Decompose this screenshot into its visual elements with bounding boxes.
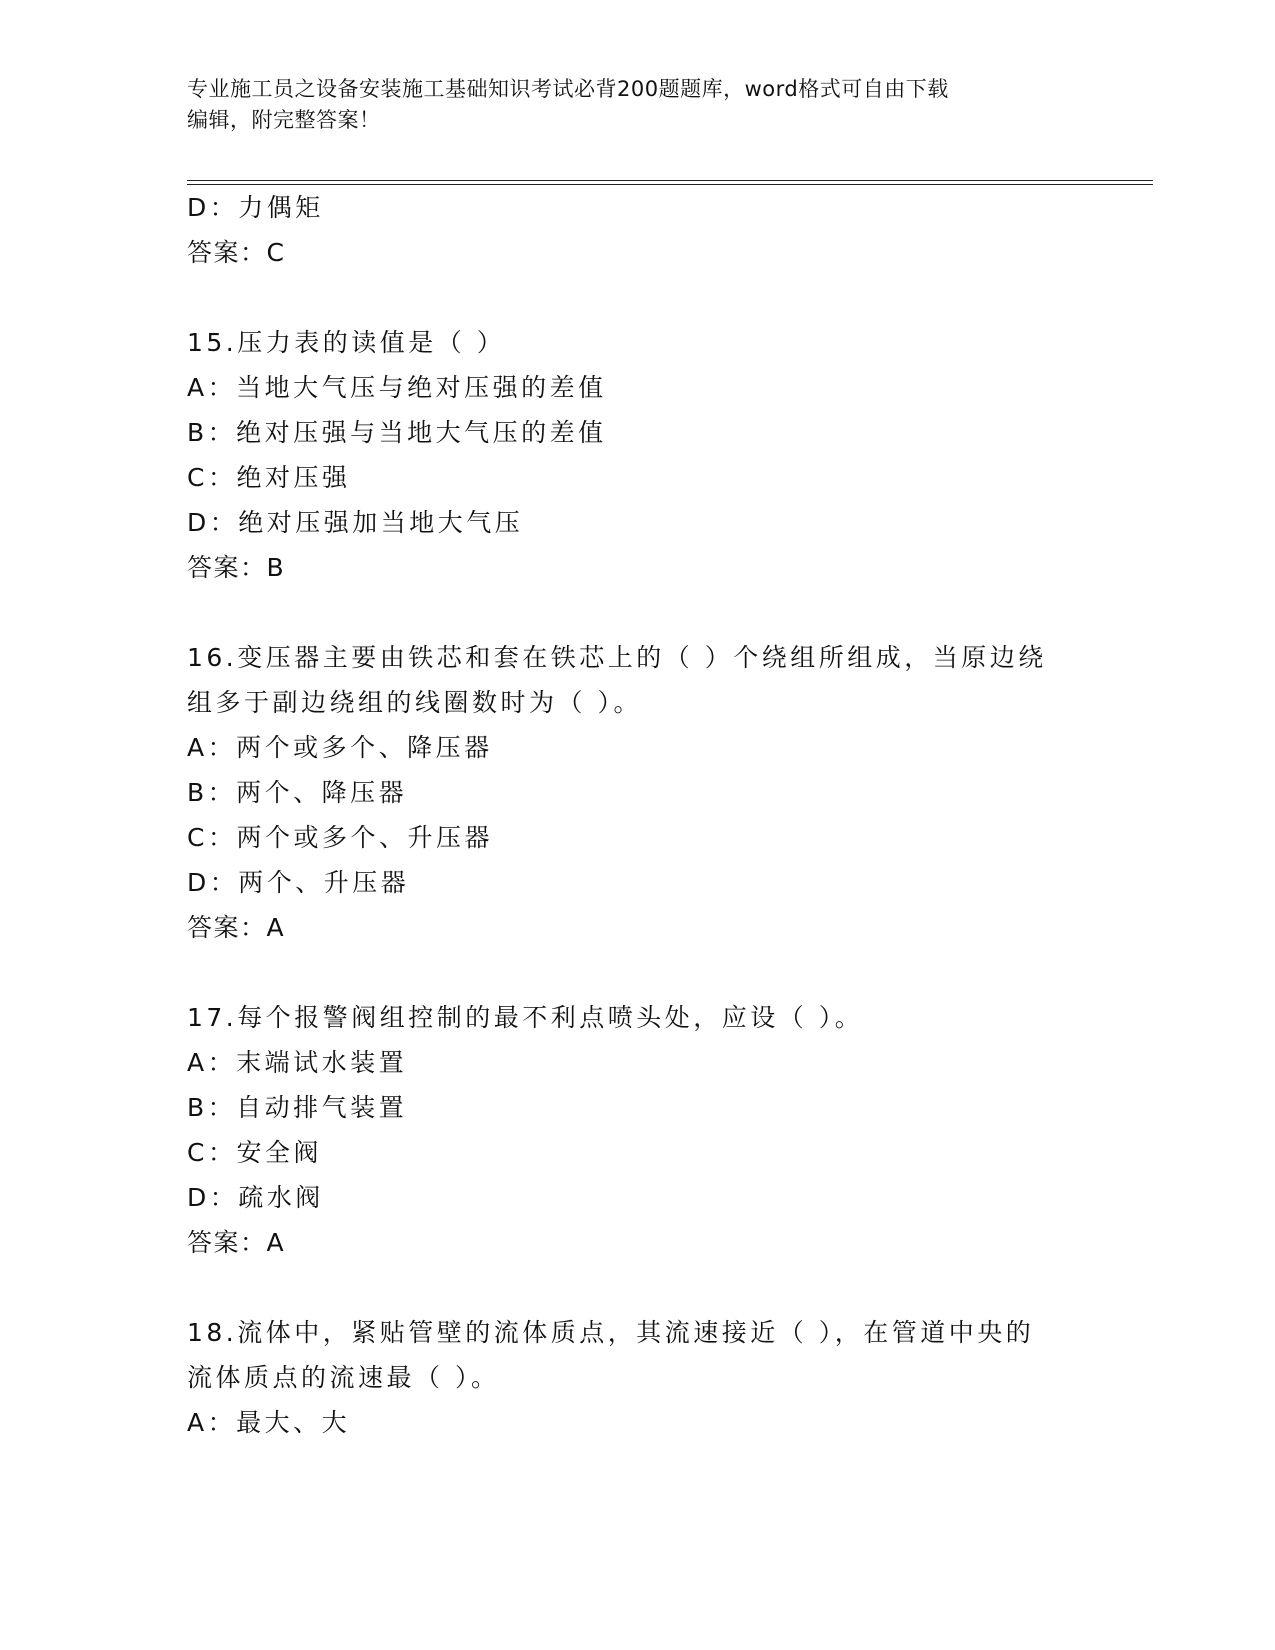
q15-answer: 答案：B [187, 553, 286, 582]
q16-answer: 答案：A [187, 913, 286, 942]
q16-option-d: D：两个、升压器 [187, 868, 410, 897]
q15-question: 15.压力表的读值是（ ） [187, 328, 506, 357]
q15-option-c: C：绝对压强 [187, 463, 351, 492]
header-divider-bottom [187, 184, 1153, 185]
q16-option-b: B：两个、降压器 [187, 778, 408, 807]
q17-option-a: A：末端试水装置 [187, 1048, 408, 1077]
q17-option-b: B：自动排气装置 [187, 1093, 408, 1122]
q17-question: 17.每个报警阀组控制的最不利点喷头处，应设（ ）。 [187, 1003, 864, 1032]
q18-question-line-1: 18.流体中，紧贴管壁的流体质点，其流速接近（ ），在管道中央的 [187, 1318, 1035, 1347]
header-line-1: 专业施工员之设备安装施工基础知识考试必背200题题库，word格式可自由下载 [187, 77, 949, 101]
header-divider-top [187, 180, 1153, 181]
q15-option-b: B：绝对压强与当地大气压的差值 [187, 418, 607, 447]
q15-option-a: A：当地大气压与绝对压强的差值 [187, 373, 607, 402]
q15-option-d: D：绝对压强加当地大气压 [187, 508, 524, 537]
q17-option-c: C：安全阀 [187, 1138, 322, 1167]
header-line-2: 编辑，附完整答案！ [187, 108, 381, 132]
q17-answer: 答案：A [187, 1228, 286, 1257]
q18-question-line-2: 流体质点的流速最（ ）。 [187, 1363, 500, 1392]
q16-question-line-2: 组多于副边绕组的线圈数时为（ ）。 [187, 688, 642, 717]
q17-option-d: D：疏水阀 [187, 1183, 324, 1212]
q14-option-d: D：力偶矩 [187, 193, 324, 222]
q16-question-line-1: 16.变压器主要由铁芯和套在铁芯上的（ ）个绕组所组成，当原边绕 [187, 643, 1047, 672]
document-header [187, 74, 1087, 136]
q16-option-c: C：两个或多个、升压器 [187, 823, 493, 852]
q18-option-a: A：最大、大 [187, 1408, 351, 1437]
q16-option-a: A：两个或多个、降压器 [187, 733, 493, 762]
q14-answer: 答案：C [187, 238, 286, 267]
